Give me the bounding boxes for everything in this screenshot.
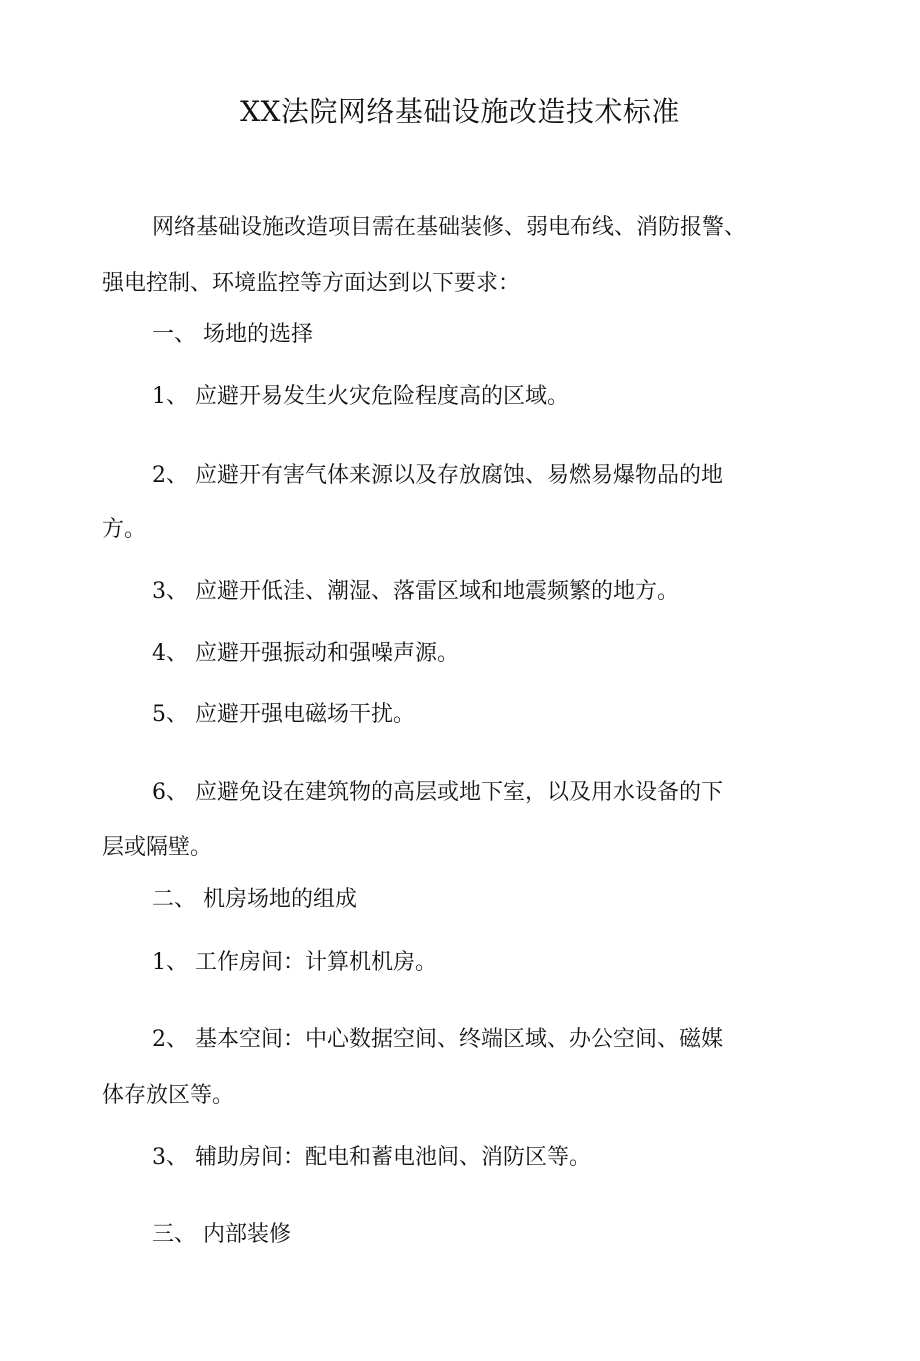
section-heading-room-composition: 二、 机房场地的组成 [152, 887, 357, 912]
list-item: 5、 应避开强电磁场干扰。 [152, 702, 415, 727]
list-item-continuation: 层或隔壁。 [102, 835, 213, 860]
section-heading-site-selection: 一、 场地的选择 [152, 322, 313, 347]
list-item-continuation: 体存放区等。 [102, 1083, 235, 1108]
list-item: 2、 基本空间：中心数据空间、终端区域、办公空间、磁媒 [152, 1027, 723, 1052]
list-item: 3、 辅助房间：配电和蓄电池间、消防区等。 [152, 1145, 591, 1170]
section-heading-interior-decoration: 三、 内部装修 [152, 1222, 291, 1247]
list-item: 1、 工作房间：计算机机房。 [152, 950, 437, 975]
intro-paragraph-line-2: 强电控制、环境监控等方面达到以下要求： [102, 271, 521, 296]
list-item: 2、 应避开有害气体来源以及存放腐蚀、易燃易爆物品的地 [152, 463, 723, 488]
list-item-continuation: 方。 [102, 517, 147, 542]
document-title: XX法院网络基础设施改造技术标准 [240, 95, 680, 128]
list-item: 3、 应避开低洼、潮湿、落雷区域和地震频繁的地方。 [152, 579, 679, 604]
list-item: 1、 应避开易发生火灾危险程度高的区域。 [152, 384, 569, 409]
intro-paragraph-line-1: 网络基础设施改造项目需在基础装修、弱电布线、消防报警、 [152, 215, 747, 240]
list-item: 6、 应避免设在建筑物的高层或地下室，以及用水设备的下 [152, 780, 723, 805]
list-item: 4、 应避开强振动和强噪声源。 [152, 641, 459, 666]
